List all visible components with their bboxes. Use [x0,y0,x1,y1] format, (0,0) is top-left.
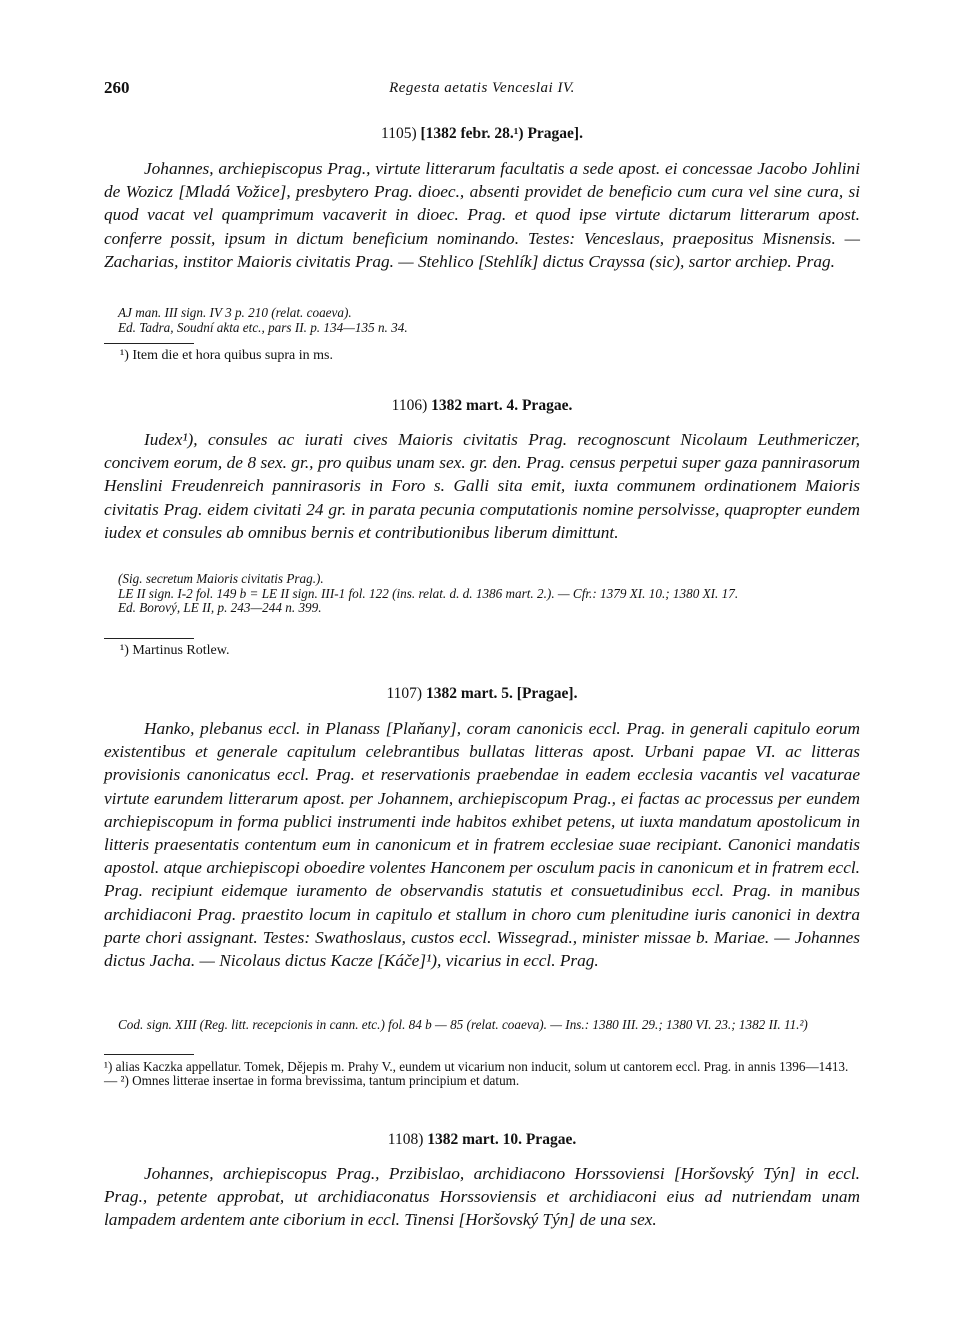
entry-heading [104,124,860,144]
page-number: 260 [104,78,130,97]
entry-date: [1382 febr. 28.¹) Pragae]. [420,125,583,142]
source-line: Cod. sign. XIII (Reg. litt. recepcionis in cann. etc.) fol. 84 b — 85 (relat. coaeva). — Ins.: 1380 III. 29.; 1380 VI. 23.; 1382 II. 11.²) [118,1017,808,1032]
running-title: Regesta aetatis Venceslai IV. [389,80,575,96]
entry-text: Hanko, plebanus eccl. in Planass [Plaňany], coram canonicis eccl. Prag. in generali capitulo eorum existentibus et generale capitulum celebrantibus bullatas litteras apost. Urbani papae VI. ac litteras provisionis canonicatus eccl. Prag. et reservationis praebendae in eadem ecclesia vacantis vel vacaturae virtute earundem litterarum apost. per Johannem, archiepiscopum Prag., ei factas ac processus per eundem archiepiscopum in forma publici instrumenti inde habitos exhibet petens, ut iuxta mandatum apostolicum in litteris praesentatis contentum eum in canonicum et in fratrem ecclesiae suae recipiant. Canonici mandatis apostol. atque archiepiscopi oboedire volentes Hanconem per osculum pacis in canonicum et in fratrem eccl. Prag. recipiunt eidemque iuramento de observandis statutis et consuetudinibus eccl. Prag. in manibus archidiaconi Prag. praestito locum in capitulo et stallum in choro cum plenitudine iuris canonici in dextra parte chori assignant. Testes: Swathoslaus, custos eccl. Wissegrad., minister missae b. Mariae. — Johannes dictus Jacha. — Nicolaus dictus Kacze [Káče]¹), vicarius in eccl. Prag. [104,719,860,971]
entry-heading [104,396,860,416]
running-head [104,78,860,102]
entry-number: 1107) [386,685,423,702]
entry-sources [104,306,860,335]
entry-sources [104,572,860,616]
source-line: Ed. Borový, LE II, p. 243—244 n. 399. [118,600,322,616]
footnote-rule [104,343,194,344]
entry-date: 1382 mart. 4. Pragae. [431,397,573,414]
entry-sources [104,1018,860,1033]
source-line: Ed. Tadra, Soudní akta etc., pars II. p. 134—135 n. 34. [118,319,408,335]
source-line: (Sig. secretum Maioris civitatis Prag.). [118,571,324,586]
entry-text: Iudex¹), consules ac iurati cives Maioris civitatis Prag. recognoscunt Nicolaum Leuthmericzer, concivem eorum, de 8 sex. gr., pro quibus unam sex. gr. den. Prag. census perpetui super gaza pannirasorum Henslini Freudenreich pannirasoris in Foro s. Galli sita emit, iuxta communem ordinationem Maioris civitatis Prag. eidem civitati 24 gr. in parata pecunia computationis nomine persolvisse, quapropter eundem iudex et consules ab omnibus bernis et contributionibus liberum dimittunt. [104,430,860,542]
entry-number: 1106) [391,397,428,414]
footnote: ¹) alias Kaczka appellatur. Tomek, Dějepis m. Prahy V., eundem ut vicarium non inducit, solum ut cantorem eccl. Prag. in annis 1396—1413.— ²) Omnes litterae insertae in forma brevissima, tantum principium et datum. [104,1059,849,1088]
entry-date: 1382 mart. 5. [Pragae]. [425,685,578,702]
footnote: ¹) Item die et hora quibus supra in ms. [120,348,333,363]
entry-number: 1108) [387,1131,424,1148]
footnote-rule [104,1054,194,1055]
source-line: LE II sign. I-2 fol. 149 b = LE II sign. III-1 fol. 122 (ins. relat. d. d. 1386 mart. 2.). — Cfr.: 1379 XI. 10.; 1380 XI. 17. [118,585,739,601]
source-line: AJ man. III sign. IV 3 p. 210 (relat. coaeva). [118,305,352,320]
entry-number: 1105) [381,125,417,142]
entry-text: Johannes, archiepiscopus Prag., virtute litterarum facultatis a sede apost. ei concessae Jacobo Johlini de Wozicz [Mladá Vožice], presbytero Prag. dioec., absenti providet de beneficio cum cura vel sine cura, si quod vacat vel quamprimum vacaverit in dioec. Prag. et quod ipse virtute dictarum litterarum apost. conferre possit, ipsum in dictum beneficium nominando. Testes: Venceslaus, praepositus Misnensis. — Zacharias, institor Maioris civitatis Prag. — Stehlico [Stehlík] dictus Crayssa (sic), sartor archiep. Prag. [104,159,860,271]
entry-date: 1382 mart. 10. Pragae. [427,1131,577,1148]
entry-text: Johannes, archiepiscopus Prag., Przibislao, archidiacono Horssoviensi [Horšovský Týn] in eccl. Prag., petente approbat, ut archidiaconatus Horssoviensis et archidiaconi eius ad nutriendam unam lampadem ardentem ante ciborium in eccl. Tinensi [Horšovský Týn] de una sex. [104,1164,860,1230]
footnote: ¹) Martinus Rotlew. [120,643,230,658]
entry-heading [104,684,860,704]
footnote-rule [104,638,194,639]
entry-heading [104,1130,860,1150]
